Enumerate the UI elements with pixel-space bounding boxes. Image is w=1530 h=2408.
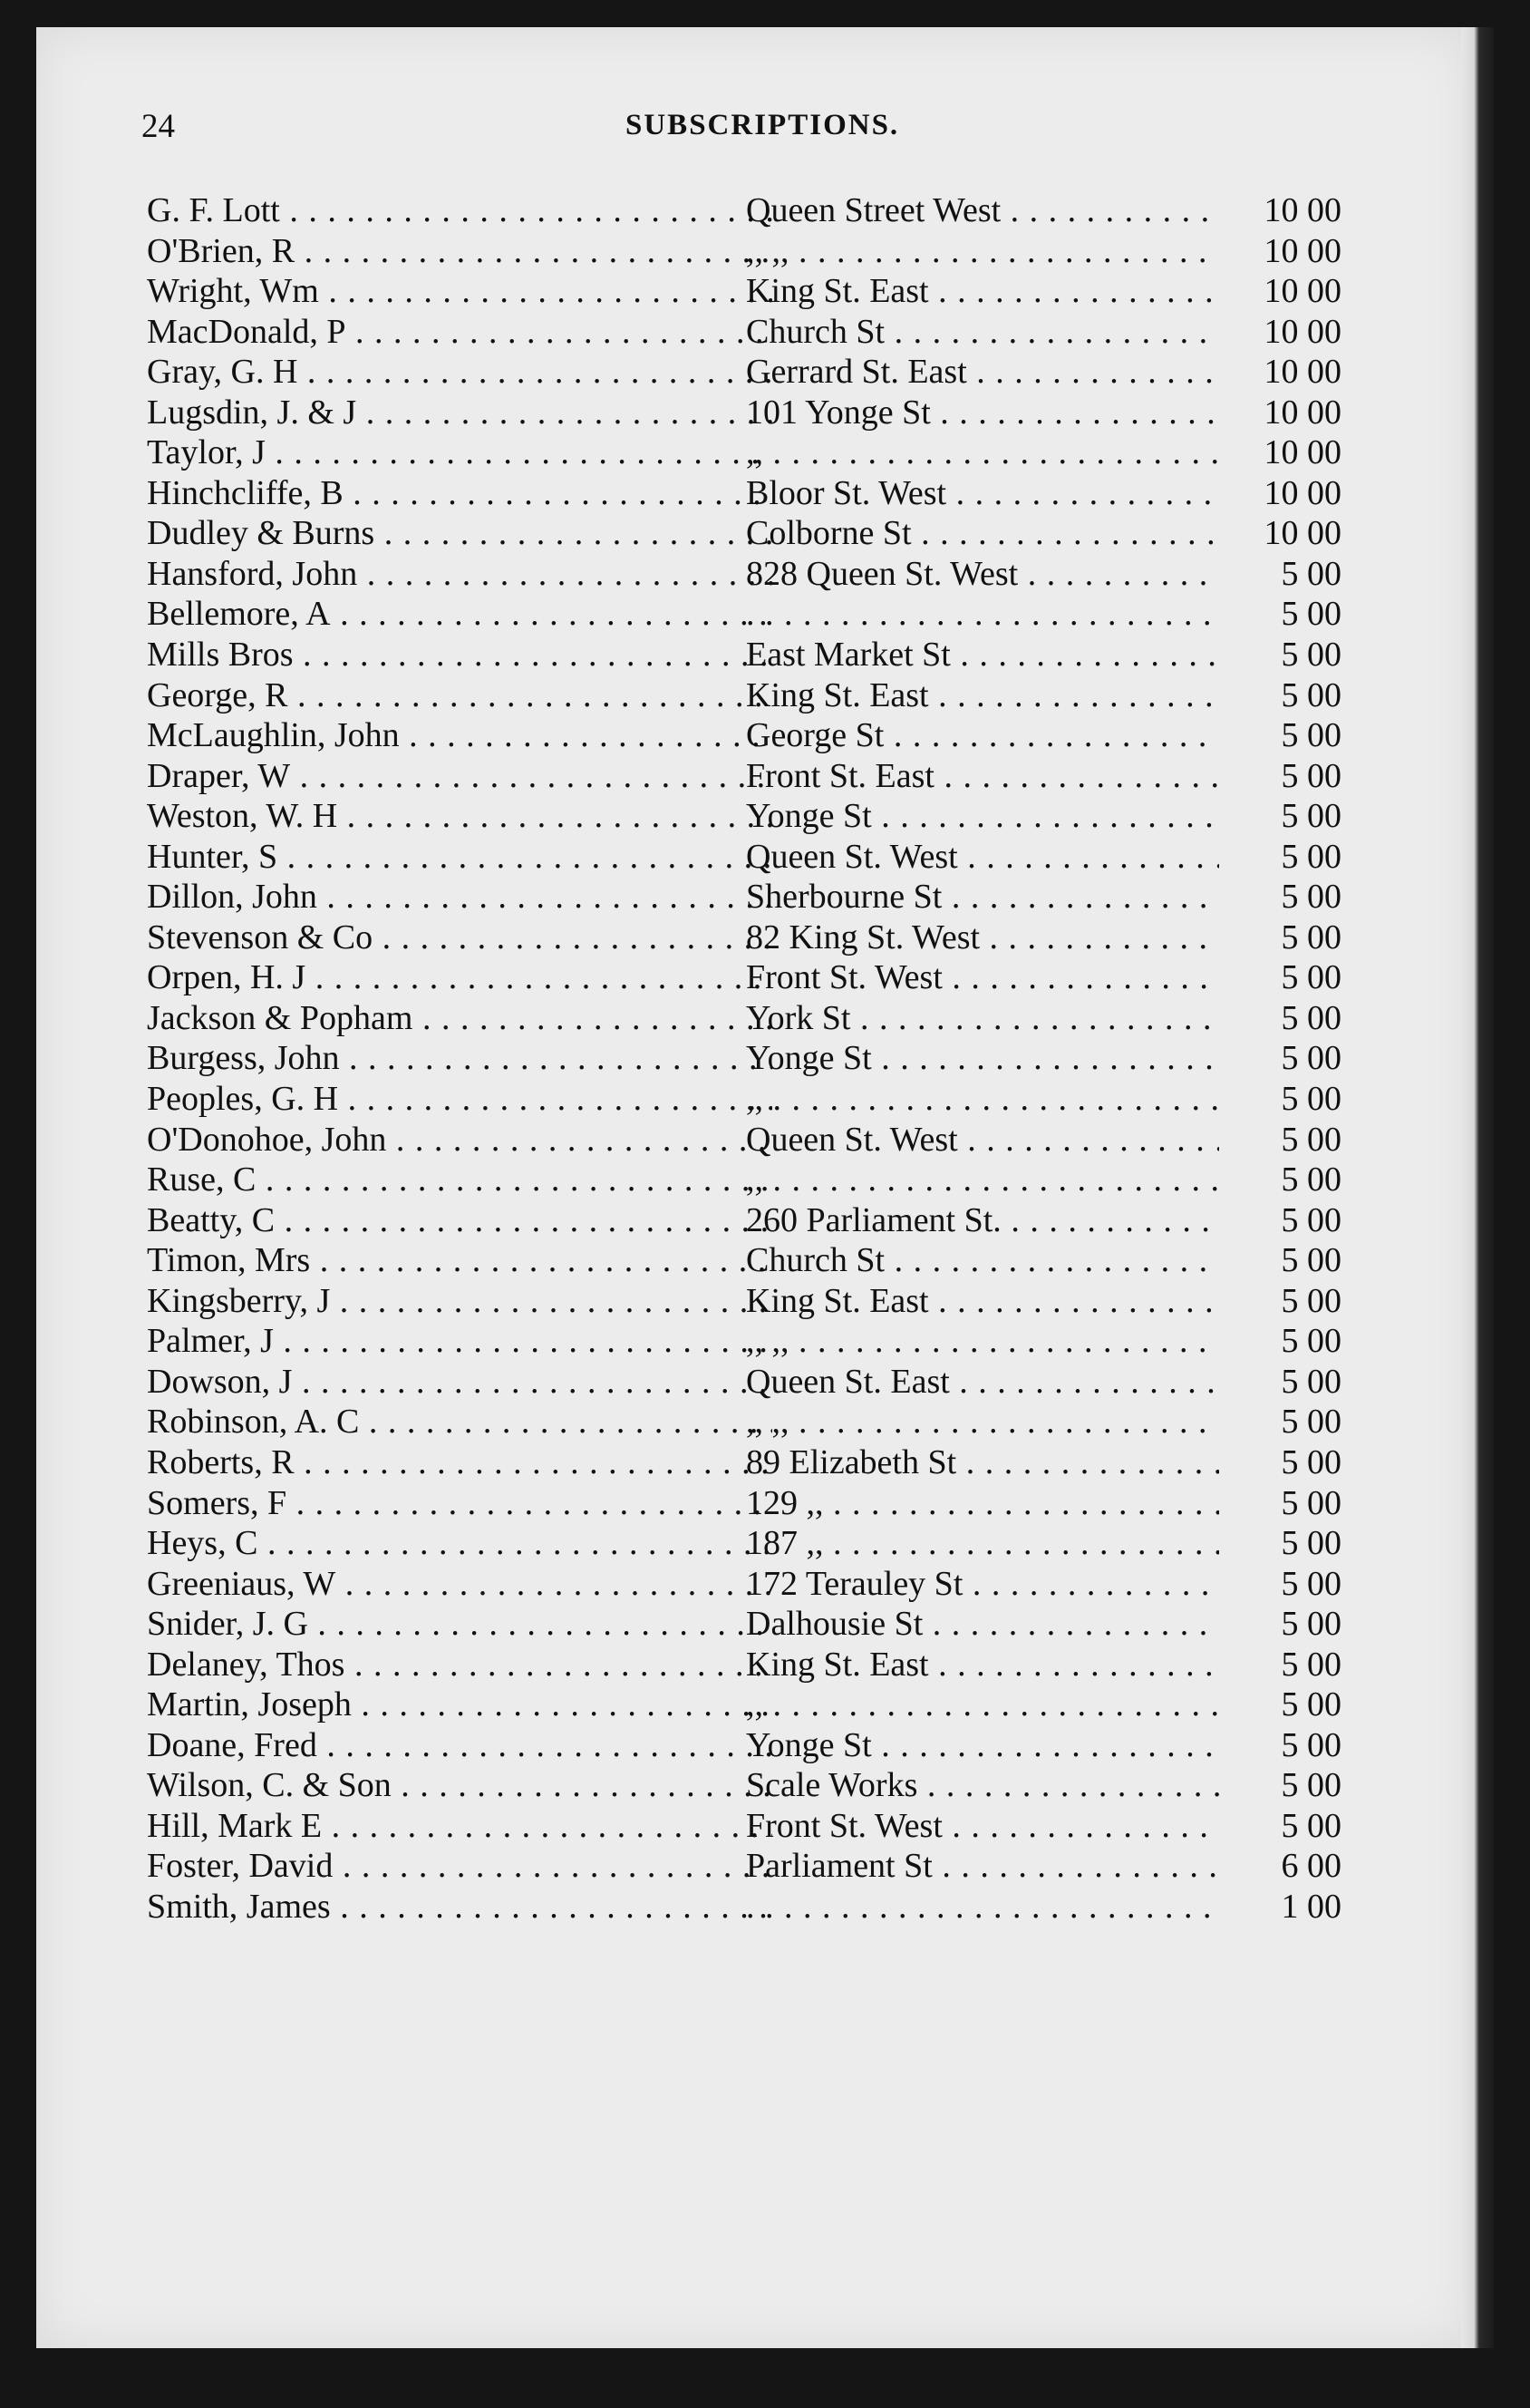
subscriber-name: McLaughlin, John . . . xyxy=(147,715,772,755)
subscription-amount: 5 00 xyxy=(1281,1241,1341,1280)
subscription-amount: 10 00 xyxy=(1264,272,1341,311)
subscription-amount: 5 00 xyxy=(1281,998,1341,1037)
subscription-row xyxy=(36,837,1473,878)
subscription-row xyxy=(36,957,1473,998)
subscriber-name: Martin, Joseph . . . xyxy=(147,1685,772,1724)
subscriber-address: ,, ,, . . . xyxy=(743,231,1219,271)
subscription-row xyxy=(36,1604,1473,1645)
subscription-row xyxy=(36,190,1473,231)
subscriber-name: O'Donohoe, John . . . xyxy=(147,1120,772,1160)
subscription-amount: 5 00 xyxy=(1281,1080,1341,1119)
subscription-amount: 6 00 xyxy=(1281,1847,1341,1886)
subscription-amount: 10 00 xyxy=(1264,353,1341,392)
subscriber-address: 172 Terauley St . . . xyxy=(743,1564,1219,1604)
subscriber-name: Hill, Mark E . . . xyxy=(147,1806,772,1846)
subscription-row xyxy=(36,1846,1473,1887)
subscriber-address: Church St . . . xyxy=(743,1240,1219,1280)
subscription-row xyxy=(36,352,1473,393)
subscription-amount: 5 00 xyxy=(1281,675,1341,714)
subscriber-name: Taylor, J . . . xyxy=(147,432,772,472)
subscriber-name: Lugsdin, J. & J . . . xyxy=(147,393,772,432)
subscription-row xyxy=(36,1806,1473,1847)
subscriber-name: Timon, Mrs . . . xyxy=(147,1240,772,1280)
subscriber-name: G. F. Lott . . . xyxy=(147,190,772,230)
subscriber-name: Greeniaus, W . . . xyxy=(147,1564,772,1604)
subscriber-address: Bloor St. West . . . xyxy=(743,473,1219,513)
subscriber-address: Yonge St . . . xyxy=(743,1038,1219,1078)
subscription-amount: 10 00 xyxy=(1264,191,1341,229)
subscription-amount: 5 00 xyxy=(1281,797,1341,836)
subscription-row xyxy=(36,1645,1473,1685)
subscriber-name: Robinson, A. C . . . xyxy=(147,1402,772,1442)
subscription-row xyxy=(36,473,1473,514)
subscription-amount: 5 00 xyxy=(1281,1725,1341,1764)
subscriber-name: Heys, C . . . xyxy=(147,1523,772,1563)
subscriber-address: 101 Yonge St . . . xyxy=(743,393,1219,432)
subscription-row xyxy=(36,1079,1473,1120)
subscription-row xyxy=(36,1442,1473,1483)
subscription-row xyxy=(36,796,1473,837)
subscriber-address: King St. East . . . xyxy=(743,1645,1219,1685)
subscriber-name: Foster, David . . . xyxy=(147,1846,772,1886)
subscriber-name: George, R . . . xyxy=(147,675,772,715)
subscription-amount: 5 00 xyxy=(1281,1806,1341,1845)
subscription-row xyxy=(36,918,1473,958)
subscriber-name: Bellemore, A . . . xyxy=(147,594,772,634)
subscription-amount: 5 00 xyxy=(1281,636,1341,675)
subscriber-address: ,, . . . xyxy=(743,432,1219,472)
subscription-amount: 5 00 xyxy=(1281,1120,1341,1159)
subscriber-name: Dudley & Burns . . . xyxy=(147,513,772,553)
subscriber-name: Dillon, John . . . xyxy=(147,877,772,917)
subscriber-name: Palmer, J . . . xyxy=(147,1321,772,1361)
subscriber-name: Orpen, H. J . . . xyxy=(147,957,772,997)
subscriber-address: Gerrard St. East . . . xyxy=(743,352,1219,392)
subscriber-name: Smith, James . . . xyxy=(147,1887,772,1927)
subscription-amount: 10 00 xyxy=(1264,393,1341,432)
subscription-amount: 5 00 xyxy=(1281,595,1341,634)
subscriber-address: Scale Works . . . xyxy=(743,1765,1219,1805)
subscriber-name: MacDonald, P . . . xyxy=(147,312,772,352)
subscriber-address: ,, . . . xyxy=(743,1160,1219,1199)
subscription-row xyxy=(36,1160,1473,1200)
subscription-row xyxy=(36,1523,1473,1564)
subscriber-address: ,, ,, . . . xyxy=(743,1402,1219,1442)
subscriber-address: 260 Parliament St. . . . xyxy=(743,1200,1219,1240)
subscription-row xyxy=(36,1564,1473,1605)
subscriber-name: Hinchcliffe, B . . . xyxy=(147,473,772,513)
subscriber-name: Stevenson & Co . . . xyxy=(147,918,772,957)
subscription-row xyxy=(36,393,1473,433)
subscription-amount: 5 00 xyxy=(1281,1200,1341,1239)
subscription-amount: 5 00 xyxy=(1281,1564,1341,1603)
subscription-amount: 5 00 xyxy=(1281,554,1341,593)
subscriber-address: 187 ,, . . . xyxy=(743,1523,1219,1563)
subscription-row xyxy=(36,1765,1473,1806)
subscription-amount: 5 00 xyxy=(1281,1442,1341,1481)
subscription-row xyxy=(36,675,1473,716)
subscription-row xyxy=(36,1685,1473,1725)
subscription-amount: 5 00 xyxy=(1281,756,1341,795)
subscriber-name: Jackson & Popham . . . xyxy=(147,998,772,1038)
subscriber-name: Gray, G. H . . . xyxy=(147,352,772,392)
subscription-row xyxy=(36,594,1473,635)
subscription-row xyxy=(36,432,1473,473)
subscriber-address: King St. East . . . xyxy=(743,271,1219,311)
subscriber-address: Church St . . . xyxy=(743,312,1219,352)
subscription-row xyxy=(36,1038,1473,1079)
subscriber-name: Mills Bros . . . xyxy=(147,635,772,675)
subscriber-address: Front St. West . . . xyxy=(743,1806,1219,1846)
subscription-amount: 5 00 xyxy=(1281,878,1341,917)
subscription-amount: 5 00 xyxy=(1281,1524,1341,1563)
book-binding xyxy=(1461,27,1494,2348)
subscription-amount: 10 00 xyxy=(1264,473,1341,512)
subscriber-address: Queen Street West . . . xyxy=(743,190,1219,230)
subscription-amount: 1 00 xyxy=(1281,1887,1341,1926)
subscriber-name: Hunter, S . . . xyxy=(147,837,772,877)
subscription-row xyxy=(36,1887,1473,1927)
subscription-amount: 5 00 xyxy=(1281,1403,1341,1442)
subscription-amount: 10 00 xyxy=(1264,433,1341,472)
subscriber-address: Queen St. West . . . xyxy=(743,837,1219,877)
subscription-row xyxy=(36,1362,1473,1403)
page-title: SUBSCRIPTIONS. xyxy=(625,109,900,141)
subscription-amount: 5 00 xyxy=(1281,958,1341,997)
subscription-row xyxy=(36,1120,1473,1160)
subscriber-address: Front St. East . . . xyxy=(743,756,1219,796)
subscription-amount: 5 00 xyxy=(1281,1645,1341,1684)
subscriber-address: Yonge St . . . xyxy=(743,1725,1219,1765)
subscriber-name: Weston, W. H . . . xyxy=(147,796,772,836)
subscriber-address: Colborne St . . . xyxy=(743,513,1219,553)
subscriber-address: ,, . . . xyxy=(743,1079,1219,1119)
page-number: 24 xyxy=(141,108,175,145)
subscription-row xyxy=(36,513,1473,554)
subscriber-name: Draper, W . . . xyxy=(147,756,772,796)
subscriber-address: Queen St. West . . . xyxy=(743,1120,1219,1160)
subscription-amount: 5 00 xyxy=(1281,918,1341,956)
subscriber-name: Snider, J. G . . . xyxy=(147,1604,772,1644)
subscription-amount: 5 00 xyxy=(1281,1281,1341,1320)
subscription-row xyxy=(36,554,1473,595)
subscriber-address xyxy=(743,1887,1219,1927)
subscriber-address: Parliament St . . . xyxy=(743,1846,1219,1886)
subscription-row xyxy=(36,1483,1473,1524)
subscriber-address: York St . . . xyxy=(743,998,1219,1038)
subscriber-name: Peoples, G. H . . . xyxy=(147,1079,772,1119)
subscription-amount: 5 00 xyxy=(1281,1605,1341,1644)
subscriber-address: Yonge St . . . xyxy=(743,796,1219,836)
subscription-amount: 5 00 xyxy=(1281,1322,1341,1361)
subscription-list xyxy=(36,190,1473,1927)
subscription-amount: 10 00 xyxy=(1264,514,1341,553)
subscriber-name: O'Brien, R . . . xyxy=(147,231,772,271)
subscription-amount: 5 00 xyxy=(1281,837,1341,876)
subscription-row xyxy=(36,231,1473,272)
subscription-amount: 5 00 xyxy=(1281,1685,1341,1724)
subscription-row xyxy=(36,271,1473,312)
subscription-amount: 10 00 xyxy=(1264,312,1341,351)
subscriber-name: Wilson, C. & Son . . . xyxy=(147,1765,772,1805)
subscriber-address: 828 Queen St. West . . . xyxy=(743,554,1219,594)
subscriber-address: ,, . . . xyxy=(743,1685,1219,1724)
subscription-row xyxy=(36,877,1473,918)
subscriber-address: King St. East . . . xyxy=(743,675,1219,715)
book-page xyxy=(36,27,1473,2348)
subscription-row xyxy=(36,1281,1473,1322)
subscriber-name: Doane, Fred . . . xyxy=(147,1725,772,1765)
subscriber-address: George St . . . xyxy=(743,715,1219,755)
subscriber-address: 89 Elizabeth St . . . xyxy=(743,1442,1219,1482)
subscriber-address: Queen St. East . . . xyxy=(743,1362,1219,1402)
subscriber-address: Front St. West . . . xyxy=(743,957,1219,997)
subscriber-name: Kingsberry, J . . . xyxy=(147,1281,772,1321)
subscriber-name: Ruse, C . . . xyxy=(147,1160,772,1199)
subscriber-address xyxy=(743,594,1219,634)
subscriber-address: 129 ,, . . . xyxy=(743,1483,1219,1523)
subscriber-name: Dowson, J . . . xyxy=(147,1362,772,1402)
subscriber-name: Wright, Wm . . . xyxy=(147,271,772,311)
subscriber-address: Sherbourne St . . . xyxy=(743,877,1219,917)
subscription-row xyxy=(36,312,1473,353)
subscriber-address: Dalhousie St . . . xyxy=(743,1604,1219,1644)
subscription-amount: 5 00 xyxy=(1281,716,1341,755)
subscription-row xyxy=(36,1240,1473,1281)
subscriber-name: Somers, F . . . xyxy=(147,1483,772,1523)
subscription-amount: 5 00 xyxy=(1281,1766,1341,1805)
subscriber-address: East Market St . . . xyxy=(743,635,1219,675)
subscription-amount: 5 00 xyxy=(1281,1483,1341,1522)
subscription-amount: 5 00 xyxy=(1281,1160,1341,1199)
subscriber-name: Roberts, R . . . xyxy=(147,1442,772,1482)
subscriber-address: 82 King St. West . . . xyxy=(743,918,1219,957)
subscriber-name: Burgess, John . . . xyxy=(147,1038,772,1078)
subscriber-address: ,, ,, . . . xyxy=(743,1321,1219,1361)
subscription-row xyxy=(36,998,1473,1039)
subscription-row xyxy=(36,1200,1473,1241)
subscriber-name: Delaney, Thos . . . xyxy=(147,1645,772,1685)
subscriber-name: Beatty, C . . . xyxy=(147,1200,772,1240)
subscriber-address: King St. East . . . xyxy=(743,1281,1219,1321)
subscription-row xyxy=(36,1402,1473,1442)
subscription-row xyxy=(36,756,1473,797)
subscription-amount: 5 00 xyxy=(1281,1039,1341,1078)
subscription-row xyxy=(36,635,1473,675)
subscriber-name: Hansford, John . . . xyxy=(147,554,772,594)
subscription-row xyxy=(36,1725,1473,1766)
subscription-row xyxy=(36,1321,1473,1362)
subscription-row xyxy=(36,715,1473,756)
subscription-amount: 5 00 xyxy=(1281,1362,1341,1401)
subscription-amount: 10 00 xyxy=(1264,231,1341,270)
